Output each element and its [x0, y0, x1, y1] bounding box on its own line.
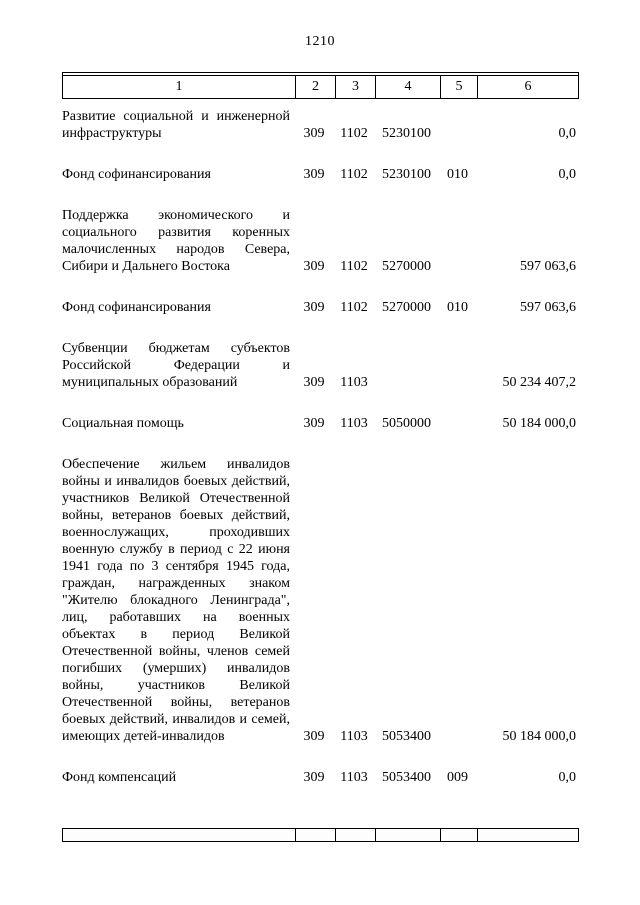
code-col4: 5270000: [382, 259, 431, 274]
next-header-cell: [335, 829, 375, 841]
row-title: Фонд компенсаций: [62, 770, 177, 785]
code-col2: 309: [303, 167, 325, 182]
amount: 597 063,6: [520, 259, 576, 274]
code-col2: 309: [303, 300, 325, 315]
next-header-cell: [440, 829, 477, 841]
code-col4: 5053400: [382, 729, 431, 744]
table-row: [62, 166, 577, 183]
amount: 0,0: [558, 126, 576, 141]
code-col4: 5230100: [382, 167, 431, 182]
table-row: [62, 456, 577, 745]
code-col2: 309: [303, 770, 325, 785]
code-col4: 5053400: [382, 770, 431, 785]
table-row: [62, 769, 577, 786]
next-header-cell: [375, 829, 440, 841]
row-title: Фонд софинансирования: [62, 167, 211, 182]
row-title: Субвенции бюджетам субъектов Российской Федерации и муниципальных образований: [62, 341, 290, 390]
row-title: Развитие социальной и инженерной инфраструктуры: [62, 109, 290, 141]
header-col-5: 5: [440, 76, 477, 98]
row-title: Фонд софинансирования: [62, 300, 211, 315]
page-number: 1210: [305, 34, 335, 49]
code-col4: 5230100: [382, 126, 431, 141]
code-col2: 309: [303, 375, 325, 390]
table-row: [62, 207, 577, 275]
table-row: [62, 415, 577, 432]
amount: 0,0: [558, 167, 576, 182]
next-table-header-strip: [62, 828, 579, 842]
header-col-3: 3: [335, 76, 375, 98]
table-header-row: [63, 76, 578, 98]
header-col-2: 2: [295, 76, 335, 98]
code-col3: 1103: [340, 770, 368, 785]
next-header-cell: [477, 829, 578, 841]
code-col2: 309: [303, 259, 325, 274]
table-row: [62, 340, 577, 391]
code-col2: 309: [303, 729, 325, 744]
header-col-1: 1: [175, 79, 183, 94]
amount: 0,0: [558, 770, 576, 785]
budget-table: [62, 72, 579, 842]
code-col4: 5270000: [382, 300, 431, 315]
table-row: [62, 108, 577, 142]
row-title: Обеспечение жильем инвалидов войны и инвалидов боевых действий, участников Великой Отечественной войны, ветеранов боевых действий, военнослужащих, проходивших военную службу в период с 22 июня 1941 года по 3 сентября 1945 года, граждан, награжденных знаком "Жителю блокадного Ленинграда", лиц, работавших на военных объектах в период Великой Отечественной войны, членов семей погибших (умерших) инвалидов войны, участников Великой Отечественной войны, ветеранов боевых действий, инвалидов и семей, имеющих детей-инвалидов: [62, 457, 290, 744]
row-title: Поддержка экономического и социального развития коренных малочисленных народов Севера, Сибири и Дальнего Востока: [62, 208, 290, 274]
header-col-4: 4: [375, 76, 440, 98]
amount: 50 184 000,0: [502, 729, 576, 744]
amount: 597 063,6: [520, 300, 576, 315]
code-col2: 309: [303, 126, 325, 141]
code-col4: 5050000: [382, 416, 431, 431]
next-header-cell: [295, 829, 335, 841]
code-col3: 1102: [340, 259, 368, 274]
header-col-6: 6: [477, 76, 578, 98]
code-col3: 1103: [340, 729, 368, 744]
code-col3: 1102: [340, 126, 368, 141]
amount: 50 184 000,0: [502, 416, 576, 431]
table-body: [62, 108, 577, 786]
code-col3: 1103: [340, 416, 368, 431]
code-col3: 1102: [340, 300, 368, 315]
code-col3: 1102: [340, 167, 368, 182]
table-header: [62, 72, 579, 99]
code-col2: 309: [303, 416, 325, 431]
next-header-cell: [63, 829, 295, 841]
code-col5: 009: [447, 770, 468, 785]
row-title: Социальная помощь: [62, 416, 184, 431]
code-col5: 010: [447, 300, 468, 315]
amount: 50 234 407,2: [502, 375, 576, 390]
code-col5: 010: [447, 167, 468, 182]
code-col3: 1103: [340, 375, 368, 390]
table-row: [62, 299, 577, 316]
